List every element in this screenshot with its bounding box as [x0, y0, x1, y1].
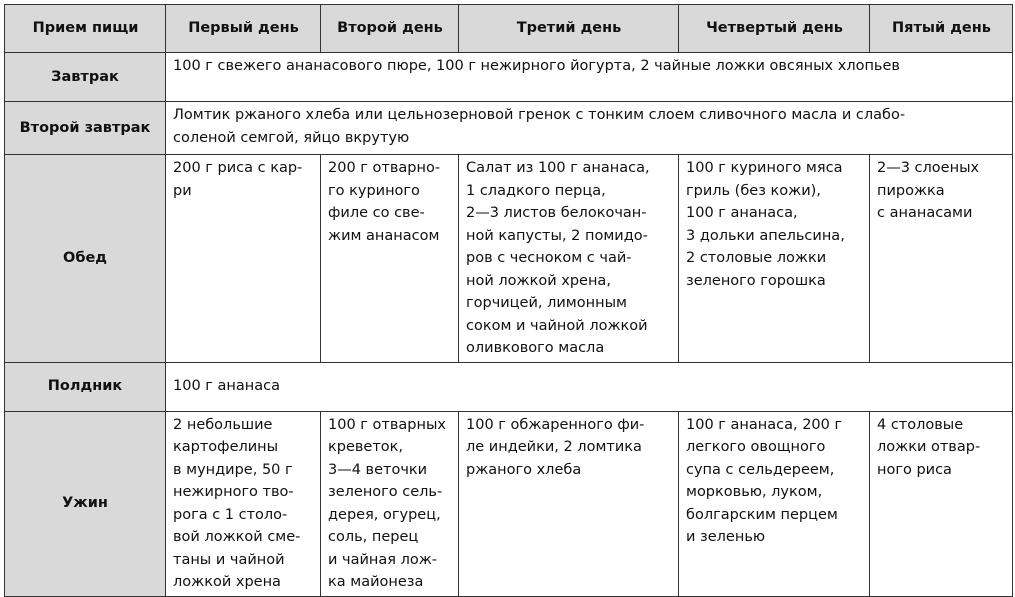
- snack-label: Полдник: [5, 362, 166, 411]
- lunch-label: Обед: [5, 155, 166, 363]
- lunch-row: [5, 155, 1013, 363]
- dinner-day-3: 100 г обжаренного фи- ле индейки, 2 ломтика ржаного хлеба: [459, 411, 679, 596]
- header-day-2: Второй день: [321, 5, 459, 53]
- breakfast-all-days: 100 г свежего ананасового пюре, 100 г нежирного йогурта, 2 чайные ложки овсяных хлопьев: [166, 53, 1013, 102]
- lunch-day-1: 200 г риса с кар- ри: [166, 155, 321, 363]
- header-day-5: Пятый день: [870, 5, 1013, 53]
- dinner-label: Ужин: [5, 411, 166, 596]
- dinner-day-2: 100 г отварных креветок, 3—4 веточки зеленого сель- дерея, огурец, соль, перец и чайная лож- ка майонеза: [321, 411, 459, 596]
- header-row: [5, 5, 1013, 53]
- second-breakfast-all-days: Ломтик ржаного хлеба или цельнозерновой гренок с тонким слоем сливочного масла и слабо- соленой семгой, яйцо вкрутую: [166, 102, 1013, 155]
- dinner-day-4: 100 г ананаса, 200 г легкого овощного супа с сельдереем, морковью, луком, болгарским перцем и зеленью: [679, 411, 870, 596]
- lunch-day-5: 2—3 слоеных пирожка с ананасами: [870, 155, 1013, 363]
- snack-row: [5, 362, 1013, 411]
- second-breakfast-row: [5, 102, 1013, 155]
- header-meal: Прием пищи: [5, 5, 166, 53]
- dinner-day-1: 2 небольшие картофелины в мундире, 50 г нежирного тво- рога с 1 столо- вой ложкой сме- таны и чайной ложкой хрена: [166, 411, 321, 596]
- lunch-day-2: 200 г отварно- го куриного филе со све- жим ананасом: [321, 155, 459, 363]
- lunch-day-3: Салат из 100 г ананаса, 1 сладкого перца, 2—3 листов белокочан- ной капусты, 2 помидо- ров с чесноком с чай- ной ложкой хрена, горчицей, лимонным соком и чайной ложкой оливкового масла: [459, 155, 679, 363]
- dinner-row: [5, 411, 1013, 596]
- breakfast-row: [5, 53, 1013, 102]
- meal-plan-table: [4, 4, 1013, 597]
- second-breakfast-label: Второй завтрак: [5, 102, 166, 155]
- breakfast-label: Завтрак: [5, 53, 166, 102]
- lunch-day-4: 100 г куриного мяса гриль (без кожи), 100 г ананаса, 3 дольки апельсина, 2 столовые ложки зеленого горошка: [679, 155, 870, 363]
- snack-all-days: 100 г ананаса: [166, 362, 1013, 411]
- header-day-3: Третий день: [459, 5, 679, 53]
- header-day-4: Четвертый день: [679, 5, 870, 53]
- dinner-day-5: 4 столовые ложки отвар- ного риса: [870, 411, 1013, 596]
- header-day-1: Первый день: [166, 5, 321, 53]
